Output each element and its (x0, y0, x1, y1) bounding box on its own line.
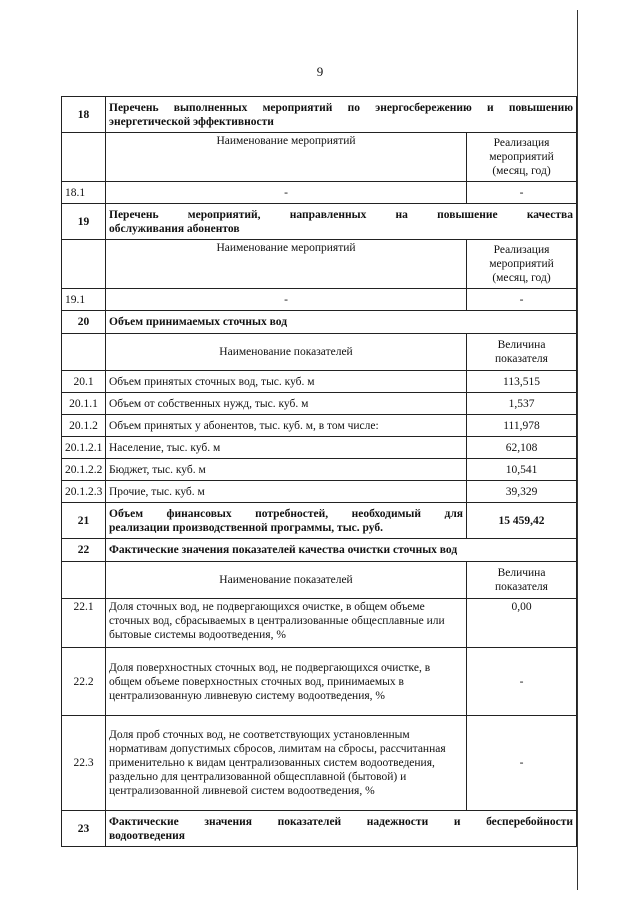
row-value: - (467, 716, 577, 811)
column-header-row (62, 562, 577, 599)
table-row (62, 648, 577, 716)
section-number: 23 (62, 811, 106, 847)
row-number: 22.2 (62, 648, 106, 716)
row-name: - (106, 289, 467, 311)
column-header-row (62, 334, 577, 371)
row-name: Бюджет, тыс. куб. м (106, 459, 467, 481)
row-number: 20.1.1 (62, 393, 106, 415)
section-23-header (62, 811, 577, 847)
section-number: 21 (62, 503, 106, 539)
section-number: 20 (62, 311, 106, 334)
row-name: Прочие, тыс. куб. м (106, 481, 467, 503)
table-row (62, 393, 577, 415)
row-number: 20.1.2.2 (62, 459, 106, 481)
section-number: 22 (62, 539, 106, 562)
row-value: - (467, 648, 577, 716)
section-title: Фактические значения показателей качества очистки сточных вод (106, 539, 577, 562)
column-header-value: Величина показателя (467, 562, 577, 599)
column-header-value: Реализация мероприятий (месяц, год) (467, 240, 577, 289)
row-number: 22.1 (62, 599, 106, 648)
row-name: Доля сточных вод, не подвергающихся очистке, в общем объеме сточных вод, сбрасываемых в централизованные общесплавные или бытовые системы водоотведения, % (106, 599, 467, 648)
table-row (62, 371, 577, 393)
section-20-header (62, 311, 577, 334)
row-name: Доля проб сточных вод, не соответствующих установленным нормативам допустимых сбросов, лимитам на сбросы, рассчитанная применительно к видам централизованных систем водоотведения, раздельно для централизованной общесплавной (бытовой) и централизованной ливневой систем водоотведения, % (106, 716, 467, 811)
table-row (62, 415, 577, 437)
row-name: - (106, 182, 467, 204)
column-header-name: Наименование мероприятий (106, 133, 467, 182)
table-row (62, 289, 577, 311)
row-number: 19.1 (62, 289, 106, 311)
section-number: 18 (62, 97, 106, 133)
section-19-header (62, 204, 577, 240)
row-value: - (467, 182, 577, 204)
row-value: 10,541 (467, 459, 577, 481)
section-value: 15 459,42 (467, 503, 577, 539)
row-name: Доля поверхностных сточных вод, не подвергающихся очистке, в общем объеме поверхностных сточных вод, принимаемых в централизованную ливневую систему водоотведения, % (106, 648, 467, 716)
column-header-name: Наименование мероприятий (106, 240, 467, 289)
row-number: 20.1 (62, 371, 106, 393)
column-header-name: Наименование показателей (106, 334, 467, 371)
row-name: Население, тыс. куб. м (106, 437, 467, 459)
section-22-header (62, 539, 577, 562)
row-name: Объем принятых у абонентов, тыс. куб. м, в том числе: (106, 415, 467, 437)
margin-rule (577, 10, 578, 890)
column-header-value: Реализация мероприятий (месяц, год) (467, 133, 577, 182)
table-row (62, 437, 577, 459)
column-header-row (62, 240, 577, 289)
row-number: 22.3 (62, 716, 106, 811)
column-header-name: Наименование показателей (106, 562, 467, 599)
table-row (62, 716, 577, 811)
row-value: 39,329 (467, 481, 577, 503)
row-value: - (467, 289, 577, 311)
row-value: 113,515 (467, 371, 577, 393)
row-number: 18.1 (62, 182, 106, 204)
row-number: 20.1.2.3 (62, 481, 106, 503)
row-name: Объем принятых сточных вод, тыс. куб. м (106, 371, 467, 393)
row-value: 62,108 (467, 437, 577, 459)
section-title: Фактические значения показателей надежности и бесперебойности водоотведения (106, 811, 577, 847)
table-row (62, 481, 577, 503)
program-table (61, 96, 577, 847)
section-title: Объем финансовых потребностей, необходимый для реализации производственной программы, тыс. руб. (106, 503, 467, 539)
row-name: Объем от собственных нужд, тыс. куб. м (106, 393, 467, 415)
row-value: 1,537 (467, 393, 577, 415)
section-title: Перечень мероприятий, направленных на повышение качества обслуживания абонентов (106, 204, 577, 240)
section-18-header (62, 97, 577, 133)
page-number: 9 (316, 64, 324, 79)
row-number: 20.1.2 (62, 415, 106, 437)
section-21-row (62, 503, 577, 539)
column-header-value: Величина показателя (467, 334, 577, 371)
section-title: Объем принимаемых сточных вод (106, 311, 577, 334)
table-row (62, 599, 577, 648)
row-value: 0,00 (467, 599, 577, 648)
column-header-row (62, 133, 577, 182)
section-title: Перечень выполненных мероприятий по энергосбережению и повышению энергетической эффективности (106, 97, 577, 133)
table-row (62, 182, 577, 204)
section-number: 19 (62, 204, 106, 240)
table-row (62, 459, 577, 481)
row-number: 20.1.2.1 (62, 437, 106, 459)
row-value: 111,978 (467, 415, 577, 437)
